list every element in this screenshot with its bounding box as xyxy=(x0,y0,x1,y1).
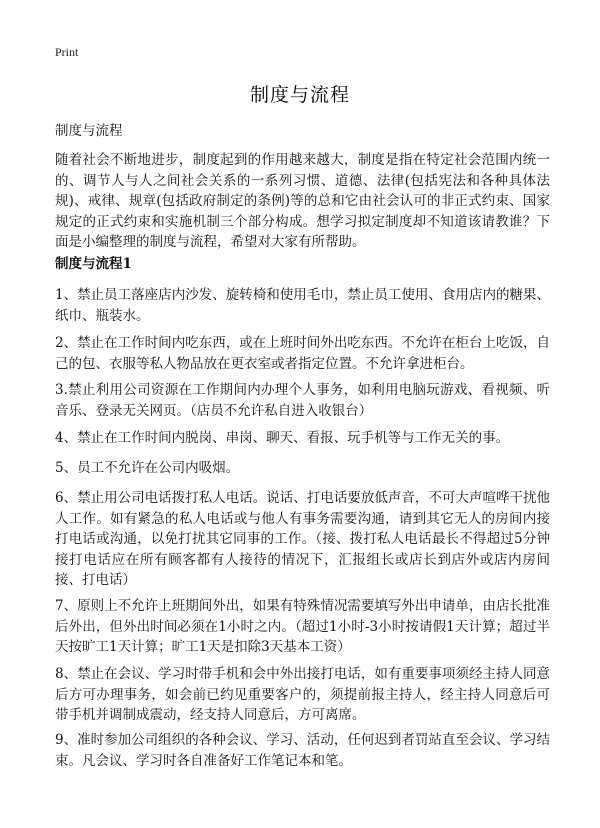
rule-4: 4、禁止在工作时间内脱岗、串岗、聊天、看报、玩手机等与工作无关的事。 xyxy=(55,430,510,446)
rule-1: 1、禁止员工落座店内沙发、旋转椅和使用毛巾，禁止员工使用、食用店内的糖果、纸巾、瓶装水。 xyxy=(55,287,550,324)
rule-2: 2、禁止在工作时间内吃东西，或在上班时间外出吃东西。不允许在柜台上吃饭，自己的包、衣服等私人物品放在更衣室或者指定位置。不允许拿进柜台。 xyxy=(55,335,550,372)
page-title: 制度与流程 xyxy=(249,84,350,106)
rule-7: 7、原则上不允许上班期间外出，如果有特殊情况需要填写外出申请单，由店长批准后外出，但外出时间必须在1小时之内。（超过1小时-3小时按请假1天计算；超过半天按旷工1天计算；旷工1天是扣除3天基本工资） xyxy=(55,598,550,655)
rule-9: 9、准时参加公司组织的各种会议、学习、活动，任何迟到者罚站直至会议、学习结束。凡会议、学习时各自准备好工作笔记本和笔。 xyxy=(55,732,550,769)
section-heading: 制度与流程1 xyxy=(55,256,132,272)
rule-3: 3.禁止利用公司资源在工作期间内办理个人事务，如利用电脑玩游戏、看视频、听音乐、登录无关网页。（店员不允许私自进入收银台） xyxy=(55,382,550,419)
document-subtitle: 制度与流程 xyxy=(55,123,123,139)
intro-paragraph: 随着社会不断地进步，制度起到的作用越来越大，制度是指在特定社会范围内统一的、调节人与人之间社会关系的一系列习惯、道德、法律(包括宪法和各种具体法规)、戒律、规章(包括政府制定的条例)等的总和它由社会认可的非正式约束、国家规定的正式约束和实施机制三个部分构成。想学习拟定制度却不知道该请教谁？下面是小编整理的制度与流程，希望对大家有所帮助。 xyxy=(55,152,550,250)
rule-5: 5、员工不允许在公司内吸烟。 xyxy=(55,460,240,476)
rule-6: 6、禁止用公司电话拨打私人电话。说话、打电话要放低声音，不可大声喧哗干扰他人工作。如有紧急的私人电话或与他人有事务需要沟通，请到其它无人的房间内接打电话或沟通，以免打扰其它同事的工作。（接、拨打私人电话最长不得超过5分钟接打电话应在所有顾客都有人接待的情况下，汇报组长或店长到店外或店内房间接、打电话） xyxy=(55,490,550,588)
print-label[interactable]: Print xyxy=(55,45,79,59)
rule-8: 8、禁止在会议、学习时带手机和会中外出接打电话，如有重要事项须经主持人同意后方可办理事务，如会前已约见重要客户的，须提前报主持人，经主持人同意后可带手机并调制成震动，经支持人同意后，方可离席。 xyxy=(55,666,550,723)
